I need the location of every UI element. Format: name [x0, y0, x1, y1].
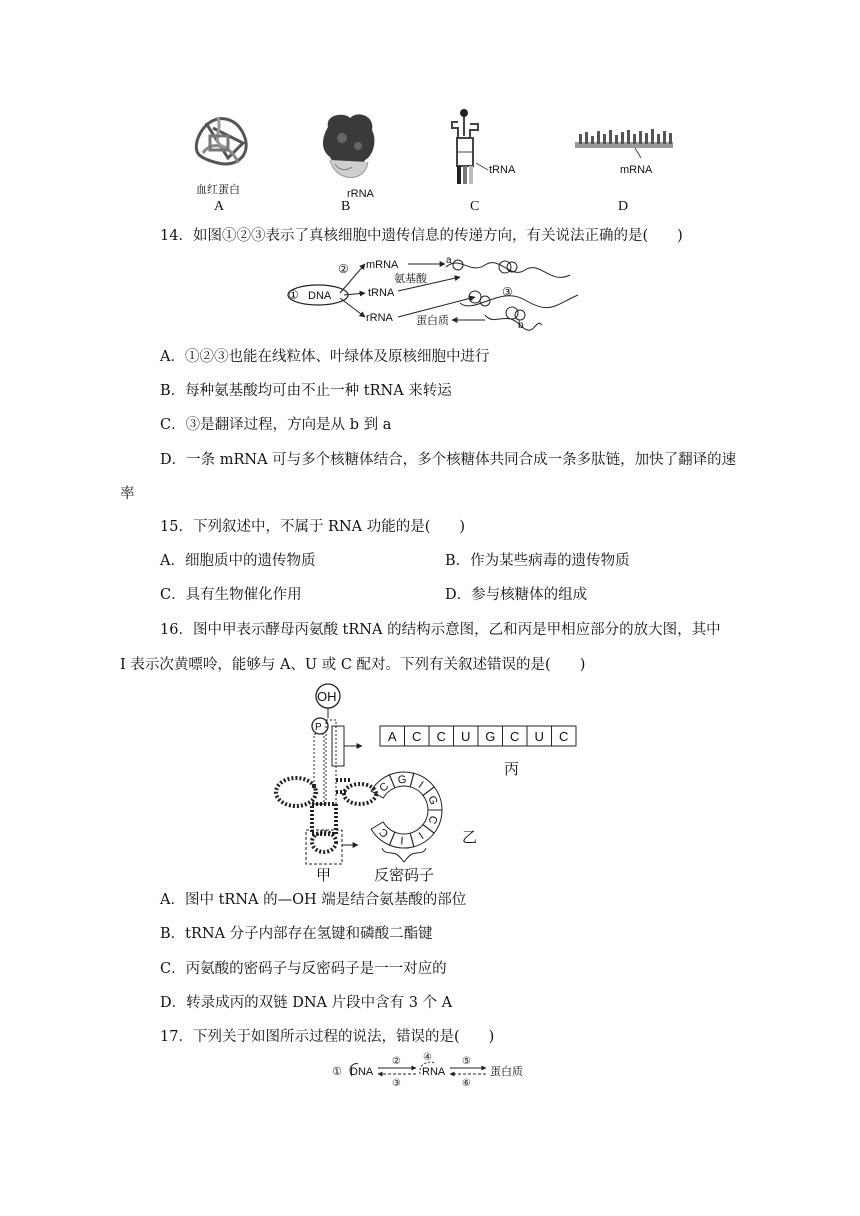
q16-option-a: A．图中 tRNA 的—OH 端是结合氨基酸的部位 [160, 892, 467, 908]
ribosome-figure [320, 112, 380, 187]
q15-option-d: D．参与核糖体的组成 [445, 587, 588, 603]
q14-protein: 蛋白质 [416, 315, 449, 327]
q16-trna-diagram [270, 682, 590, 882]
q14-option-b: B．每种氨基酸均可由不止一种 tRNA 来转运 [160, 383, 452, 399]
q17-n1: ① [332, 1066, 342, 1078]
caption-c: tRNA [489, 164, 516, 176]
q14-stem: 14．如图①②③表示了真核细胞中遗传信息的传递方向，有关说法正确的是( ) [160, 228, 683, 244]
q14-dna: DNA [308, 290, 332, 302]
bing-letter: C [510, 729, 520, 744]
bing-letter: C [412, 729, 422, 744]
jia-label: 甲 [316, 867, 332, 884]
q17-diagram [332, 1052, 552, 1092]
bing-letter: G [485, 729, 496, 744]
q14-rrna: rRNA [366, 312, 393, 324]
q16-option-d: D．转录成丙的双链 DNA 片段中含有 3 个 A [160, 995, 453, 1011]
q15-option-c: C．具有生物催化作用 [160, 587, 302, 603]
letter-c: C [470, 199, 480, 214]
bing-sequence [380, 726, 576, 746]
q14-option-c: C．③是翻译过程，方向是从 b 到 a [160, 417, 392, 433]
q14-b: b [518, 320, 524, 331]
anticodon-label: 反密码子 [374, 867, 435, 884]
caption-d: mRNA [620, 164, 653, 176]
caption-a: 血红蛋白 [196, 184, 240, 196]
yi-label: 乙 [462, 829, 478, 846]
bing-letter: C [436, 729, 446, 744]
q15-stem: 15．下列叙述中，不属于 RNA 功能的是( ) [160, 519, 466, 535]
bing-letter: A [387, 729, 397, 744]
hemoglobin-figure [188, 108, 258, 178]
letter-b: B [341, 199, 351, 214]
letter-a: A [214, 199, 225, 214]
bing-letter: U [461, 729, 471, 744]
caption-b: rRNA [347, 188, 374, 200]
q17-protein: 蛋白质 [490, 1066, 523, 1078]
q17-n4: ④ [423, 1052, 432, 1063]
q14-option-d-wrap: 率 [120, 486, 135, 502]
bing-letter: C [559, 729, 569, 744]
q17-stem: 17．下列关于如图所示过程的说法，错误的是( ) [160, 1029, 495, 1045]
q14-circle2: ② [338, 262, 349, 276]
p-label: P [315, 722, 322, 733]
yi-letter: G [425, 794, 440, 807]
q14-mrna: mRNA [366, 259, 399, 271]
bing-letter: U [534, 729, 544, 744]
q17-n5: ⑤ [462, 1056, 471, 1067]
yi-letter: C [425, 813, 440, 826]
q14-option-d: D．一条 mRNA 可与多个核糖体结合，多个核糖体共同合成一条多肽链，加快了翻译的速 [160, 452, 737, 468]
q14-a: a [446, 255, 452, 266]
yi-letter: I [416, 829, 426, 841]
q14-circle1: ① [288, 288, 299, 302]
q16-stem-line2: I 表示次黄嘌呤，能够与 A、U 或 C 配对。下列有关叙述错误的是( ) [120, 657, 586, 673]
oh-label: OH [317, 689, 337, 704]
q16-stem-line1: 16．图中甲表示酵母丙氨酸 tRNA 的结构示意图，乙和丙是甲相应部分的放大图，其中 [160, 622, 721, 638]
bing-label: 丙 [504, 761, 520, 778]
q17-n3: ③ [392, 1078, 401, 1089]
yi-letter: G [397, 773, 407, 787]
q15-option-b: B．作为某些病毒的遗传物质 [445, 553, 630, 569]
q14-trna: tRNA [368, 287, 395, 299]
q17-n2: ② [392, 1056, 401, 1067]
q17-dna: DNA [350, 1066, 374, 1078]
q16-option-c: C．丙氨酸的密码子与反密码子是一一对应的 [160, 961, 447, 977]
yi-letter: C [377, 825, 392, 840]
q14-diagram [280, 255, 580, 337]
q14-circle3: ③ [502, 285, 513, 299]
yi-anticodon-loop [371, 772, 442, 848]
q17-rna: RNA [422, 1066, 446, 1078]
q14-option-a: A．①②③也能在线粒体、叶绿体及原核细胞中进行 [160, 349, 490, 365]
yi-letter: I [400, 833, 404, 847]
yi-letter: C [377, 780, 392, 795]
letter-d: D [618, 199, 629, 214]
q14-amino-acid: 氨基酸 [394, 273, 427, 285]
q16-option-b: B．tRNA 分子内部存在氢键和磷酸二酯键 [160, 926, 433, 942]
q17-n6: ⑥ [462, 1078, 471, 1089]
q15-option-a: A．细胞质中的遗传物质 [160, 553, 316, 569]
yi-letter: I [416, 779, 426, 791]
